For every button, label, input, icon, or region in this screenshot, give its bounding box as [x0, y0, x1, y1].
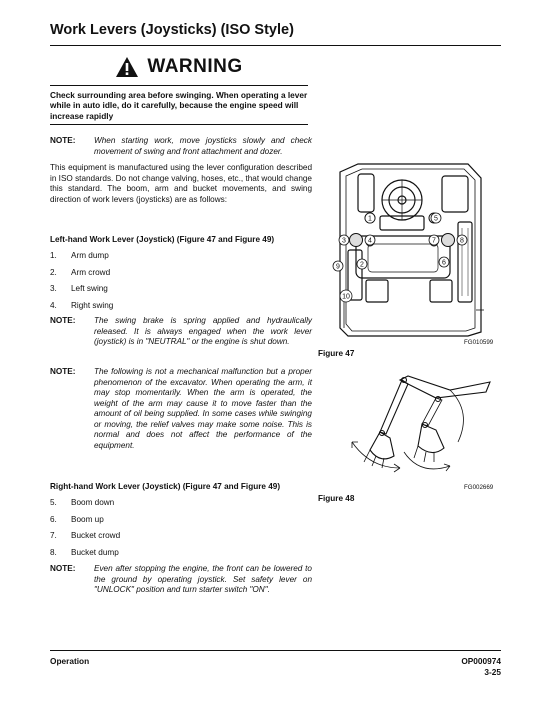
page-title: Work Levers (Joysticks) (ISO Style)	[50, 22, 294, 38]
note-1	[50, 136, 312, 157]
figure-48-arm-illustration	[340, 372, 500, 482]
note-label: NOTE:	[50, 316, 76, 325]
note-4	[50, 564, 312, 596]
note-3	[50, 367, 312, 451]
list-item: 7. Bucket crowd	[50, 531, 121, 540]
intro-paragraph: This equipment is manufactured using the lever configuration described in ISO standards. Do not change valving, hoses, etc., that would change this standard. The boom, arm and bucket movements, and swing direction of work levers (joysticks) are as follows:	[50, 163, 312, 204]
warning-rule-top	[50, 85, 308, 86]
list-item: 6. Boom up	[50, 514, 104, 524]
list-item: 3. Left swing	[50, 284, 108, 293]
right-list	[50, 498, 312, 564]
note-label: NOTE:	[50, 136, 76, 145]
warning-header	[50, 50, 308, 84]
list-item: 5. Boom down	[50, 498, 115, 507]
warning-triangle-icon	[115, 56, 139, 78]
callout-6-label: 6	[442, 259, 446, 267]
figure-47-cab-illustration	[318, 160, 488, 340]
footer-section: Operation	[50, 656, 90, 666]
warning-rule-bottom	[50, 124, 308, 125]
footer-rule	[50, 650, 501, 651]
title-rule	[50, 45, 501, 46]
footer-code: OP000974	[461, 656, 501, 666]
figure-48-label: Figure 48	[318, 494, 355, 503]
figure-48-code: FG002669	[464, 484, 494, 491]
callout-10-label: 10	[342, 293, 350, 301]
list-item: 2. Arm crowd	[50, 267, 111, 277]
note-text: The swing brake is spring applied and hydraulically released. It is always engaged when the work lever (joystick) is in "NEUTRAL" or the engine is shut down.	[94, 316, 312, 346]
list-item: 8. Bucket dump	[50, 547, 119, 557]
callout-2-label: 2	[360, 261, 364, 269]
note-label: NOTE:	[50, 367, 76, 376]
callout-1-label: 1	[368, 215, 372, 223]
right-lever-heading: Right-hand Work Lever (Joystick) (Figure 47 and Figure 49)	[50, 482, 281, 491]
list-item: 4. Right swing	[50, 300, 114, 310]
note-2	[50, 316, 312, 348]
list-item: 1. Arm dump	[50, 251, 109, 260]
left-lever-heading: Left-hand Work Lever (Joystick) (Figure 47 and Figure 49)	[50, 235, 275, 244]
warning-word: WARNING	[147, 56, 243, 77]
figure-47-label: Figure 47	[318, 349, 355, 358]
callout-5-label: 5	[434, 215, 438, 223]
note-text: The following is not a mechanical malfunction but a proper phenomenon of the excavator. When operating the arm, it may stop momentarily. When the arm is operated, the weight of the arm may cause it to move faster than the amount of oil being supplied. In some cases while swinging or moving, the relief valves may make some noise. This is normal and does not affect the performance of the equipment.	[94, 367, 312, 450]
note-text: When starting work, move joysticks slowly and check movement of swing and front attachment and dozer.	[94, 136, 312, 156]
figure-47-code: FG010599	[464, 339, 494, 346]
callout-8-label: 8	[460, 237, 464, 245]
footer-page-number: 3-25	[484, 667, 501, 677]
callout-4-label: 4	[368, 237, 372, 245]
footer-page-info	[461, 656, 501, 678]
warning-text: Check surrounding area before swinging. When operating a lever while in auto idle, do it carefully, because the engine speed will increase rapidly	[50, 90, 308, 121]
callout-9-label: 9	[336, 263, 340, 271]
note-text: Even after stopping the engine, the front can be lowered to the ground by operating joystick. Set safety lever on "UNLOCK" position and turn starter switch "ON".	[94, 564, 312, 594]
left-list	[50, 251, 312, 317]
callout-3-label: 3	[342, 237, 346, 245]
callout-7-label: 7	[432, 237, 436, 245]
note-label: NOTE:	[50, 564, 76, 573]
